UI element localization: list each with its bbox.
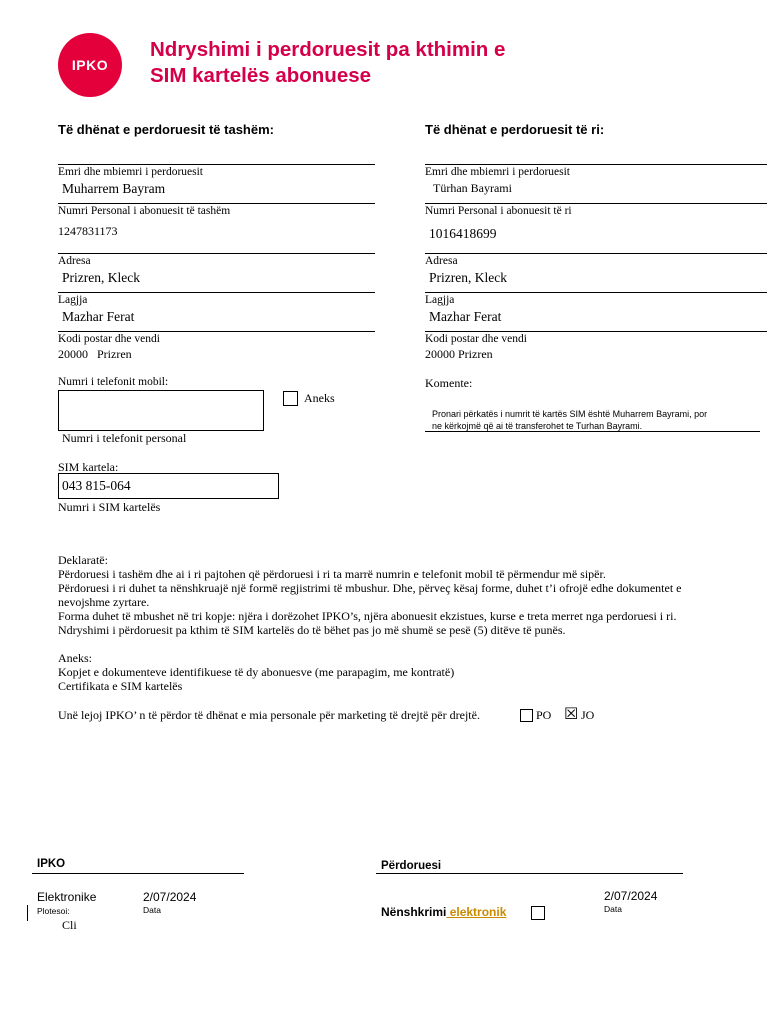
ipko-filled-by-label: Plotesoi: xyxy=(37,906,70,916)
declaration-heading: Deklaratë: xyxy=(58,553,108,567)
annex-heading: Aneks: xyxy=(58,651,92,665)
personal-phone-label: Numri i telefonit personal xyxy=(62,431,187,445)
logo-text: IPKO xyxy=(71,57,109,73)
title-line-1: Ndryshimi i perdoruesit pa kthimin e xyxy=(150,38,506,61)
user-signature-field xyxy=(381,905,506,919)
ipko-date-value: 2/07/2024 xyxy=(143,890,197,904)
consent-no-label: JO xyxy=(581,708,595,722)
new-district-value[interactable]: Mazhar Ferat xyxy=(429,309,502,324)
comments-label: Komente: xyxy=(425,376,473,390)
sim-card-input[interactable] xyxy=(58,473,279,499)
user-signature-heading: Përdoruesi xyxy=(381,860,442,872)
new-pid-label: Numri Personal i abonuesit të ri xyxy=(425,205,572,217)
declaration-block xyxy=(58,553,748,693)
new-name-label: Emri dhe mbiemri i perdoruesit xyxy=(425,166,570,178)
text-cursor xyxy=(27,905,28,921)
current-user-heading: Të dhënat e perdoruesit të tashëm: xyxy=(58,122,274,137)
new-district-label: Lagjja xyxy=(425,294,455,306)
mobile-number-label: Numri i telefonit mobil: xyxy=(58,376,169,388)
page-title xyxy=(150,37,710,89)
ipko-date-label: Data xyxy=(143,905,161,915)
current-name-label: Emri dhe mbiemri i perdoruesit xyxy=(58,166,203,178)
mobile-number-input[interactable] xyxy=(58,390,264,431)
user-signature-label: Nënshkrimi xyxy=(381,905,447,919)
new-address-value[interactable]: Prizren, Kleck xyxy=(429,270,507,285)
declaration-line: Përdoruesi i tashëm dhe ai i ri pajtohen që përdoruesi i ri ta marrë numrin e telefonit mobil të përmendur më sipër. xyxy=(58,567,606,581)
ipko-signature-heading: IPKO xyxy=(37,858,66,870)
divider xyxy=(58,164,375,165)
current-district-value[interactable]: Mazhar Ferat xyxy=(62,309,135,324)
divider xyxy=(425,203,767,204)
divider xyxy=(376,873,683,874)
declaration-line: Përdoruesi i ri duhet ta nënshkruajë një formë regjistrimi të mbushur. Dhe, përveç kësaj forme, duhet t’i ofrojë edhe dokumentet e xyxy=(58,581,682,595)
electronic-signature-link[interactable]: elektronik xyxy=(446,905,507,919)
annex-line: Certifikata e SIM kartelës xyxy=(58,679,183,693)
sim-card-value: 043 815-064 xyxy=(62,478,131,493)
declaration-line: Ndryshimi i përdoruesit pa kthim të SIM kartelës do të bëhet pas jo më shumë se pesë (5) ditëve të punës. xyxy=(58,623,566,637)
new-pid-value[interactable]: 1016418699 xyxy=(429,226,497,241)
divider xyxy=(58,292,375,293)
comment-line-1: Pronari përkatës i numrit të kartës SIM është Muharrem Bayrami, por xyxy=(432,409,708,419)
current-district-label: Lagjja xyxy=(58,294,88,306)
sim-card-label: SIM kartela: xyxy=(58,460,119,474)
current-postal-value[interactable]: 20000 Prizren xyxy=(58,347,132,361)
electronic-signature-checkbox[interactable] xyxy=(531,906,545,920)
annex-checkbox-label: Aneks xyxy=(304,391,335,405)
divider xyxy=(425,431,760,432)
divider xyxy=(425,164,767,165)
divider xyxy=(58,253,375,254)
marketing-consent-text: Unë lejoj IPKO’ n të përdor të dhënat e mia personale për marketing të drejtë për drejtë. xyxy=(58,708,480,722)
new-name-value[interactable]: Türhan Bayrami xyxy=(433,181,512,195)
new-address-label: Adresa xyxy=(425,255,458,267)
ipko-logo xyxy=(58,33,122,97)
new-user-heading: Të dhënat e perdoruesit të ri: xyxy=(425,122,605,137)
divider xyxy=(58,203,375,204)
consent-yes-label: PO xyxy=(536,708,552,722)
current-pid-label: Numri Personal i abonuesit të tashëm xyxy=(58,205,231,217)
consent-no-checkbox[interactable]: ☒ xyxy=(564,704,579,723)
comment-line-2: ne kërkojmë që ai të transferohet te Turhan Bayrami. xyxy=(432,421,643,431)
divider xyxy=(58,331,375,332)
user-date-label: Data xyxy=(604,904,622,914)
current-pid-value[interactable]: 1247831173 xyxy=(58,224,118,238)
user-date-value: 2/07/2024 xyxy=(604,889,658,903)
annex-line: Kopjet e dokumenteve identifikuese të dy abonuesve (me parapagim, me kontratë) xyxy=(58,665,455,679)
new-postal-value[interactable]: 20000 Prizren xyxy=(425,347,493,361)
declaration-line: Forma duhet të mbushet në tri kopje: njëra i dorëzohet IPKO’s, njëra abonuesit ekzistues, kurse e treta merret nga perdoruesi i ri. xyxy=(58,609,677,623)
sim-number-label: Numri i SIM kartelës xyxy=(58,500,161,514)
new-postal-label: Kodi postar dhe vendi xyxy=(425,333,527,345)
current-name-value[interactable]: Muharrem Bayram xyxy=(62,181,166,196)
current-postal-label: Kodi postar dhe vendi xyxy=(58,333,160,345)
title-line-2: SIM kartelës abonuese xyxy=(150,64,372,87)
ipko-signature-text: Elektronike xyxy=(37,890,97,904)
divider xyxy=(32,873,244,874)
current-address-value[interactable]: Prizren, Kleck xyxy=(62,270,140,285)
divider xyxy=(425,331,767,332)
ipko-filled-by-value: Cli xyxy=(62,918,77,932)
divider xyxy=(425,253,767,254)
consent-yes-checkbox[interactable] xyxy=(520,709,533,722)
declaration-line: nevojshme zyrtare. xyxy=(58,595,150,609)
annex-checkbox[interactable] xyxy=(283,391,298,406)
comments-text[interactable] xyxy=(432,408,707,432)
current-address-label: Adresa xyxy=(58,255,91,267)
divider xyxy=(425,292,767,293)
